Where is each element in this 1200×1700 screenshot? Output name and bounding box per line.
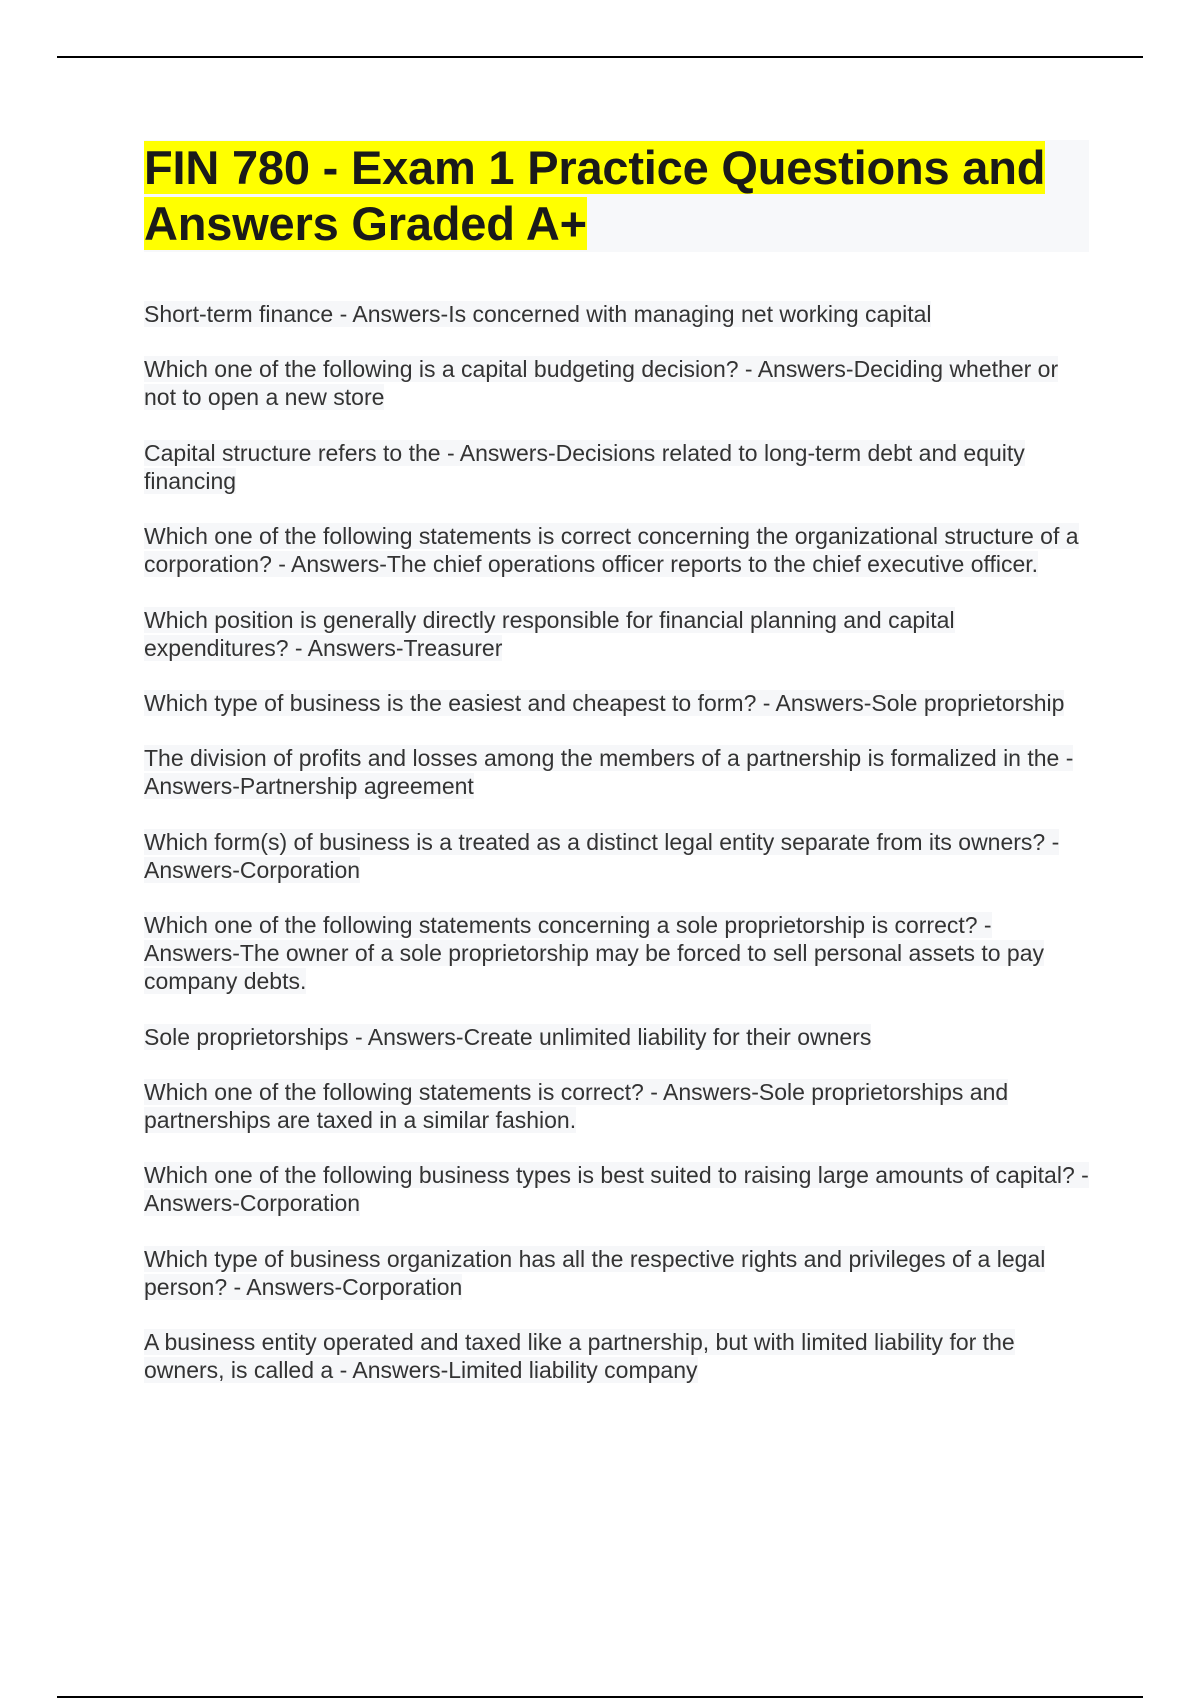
top-rule <box>57 56 1143 58</box>
qa-item <box>144 744 1089 800</box>
qa-item <box>144 439 1089 495</box>
qa-item <box>144 522 1089 578</box>
qa-item-text: Which one of the following statements is correct? - Answers-Sole proprietorships and partnerships are taxed in a similar fashion. <box>144 1078 1009 1133</box>
qa-item-text: Which position is generally directly responsible for financial planning and capital expenditures? - Answers-Treasurer <box>144 606 955 661</box>
qa-item-text: The division of profits and losses among the members of a partnership is formalized in the - Answers-Partnership agreement <box>144 745 1074 800</box>
qa-item-text: Capital structure refers to the - Answers-Decisions related to long-term debt and equity financing <box>144 439 1025 494</box>
qa-item-text: Short-term finance - Answers-Is concerned with managing net working capital <box>144 301 932 327</box>
qa-item-text: Which type of business organization has all the respective rights and privileges of a legal person? - Answers-Corporation <box>144 1245 1046 1300</box>
qa-item-text: A business entity operated and taxed like a partnership, but with limited liability for the owners, is called a - Answers-Limited liability company <box>144 1329 1015 1384</box>
title-block <box>144 140 1089 252</box>
qa-item-text: Which form(s) of business is a treated as a distinct legal entity separate from its owners? - Answers-Corporation <box>144 828 1060 883</box>
document-title-text: FIN 780 - Exam 1 Practice Questions and Answers Graded A+ <box>144 141 1046 250</box>
qa-item <box>144 828 1089 884</box>
qa-item <box>144 1078 1089 1134</box>
qa-item-text: Which one of the following statements is correct concerning the organizational structure of a corporation? - Answers-The chief operations officer reports to the chief executive officer. <box>144 523 1079 578</box>
qa-item <box>144 1245 1089 1301</box>
qa-item <box>144 1023 1089 1051</box>
bottom-rule <box>57 1696 1143 1698</box>
qa-list <box>144 300 1089 1411</box>
qa-item <box>144 1161 1089 1217</box>
qa-item <box>144 911 1089 995</box>
qa-item-text: Which one of the following business types is best suited to raising large amounts of capital? - Answers-Corporation <box>144 1162 1089 1217</box>
document-title <box>144 140 1089 252</box>
qa-item-text: Which one of the following statements concerning a sole proprietorship is correct? - Answers-The owner of a sole proprietorship may be forced to sell personal assets to pay company debts. <box>144 912 1044 995</box>
qa-item <box>144 355 1089 411</box>
qa-item <box>144 606 1089 662</box>
qa-item-text: Which type of business is the easiest and cheapest to form? - Answers-Sole proprietorship <box>144 689 1065 716</box>
qa-item <box>144 1328 1089 1384</box>
qa-item <box>144 689 1089 717</box>
qa-item-text: Sole proprietorships - Answers-Create unlimited liability for their owners <box>144 1023 872 1050</box>
qa-item-text: Which one of the following is a capital budgeting decision? - Answers-Deciding whether or not to open a new store <box>144 356 1059 411</box>
qa-item <box>144 300 1089 328</box>
